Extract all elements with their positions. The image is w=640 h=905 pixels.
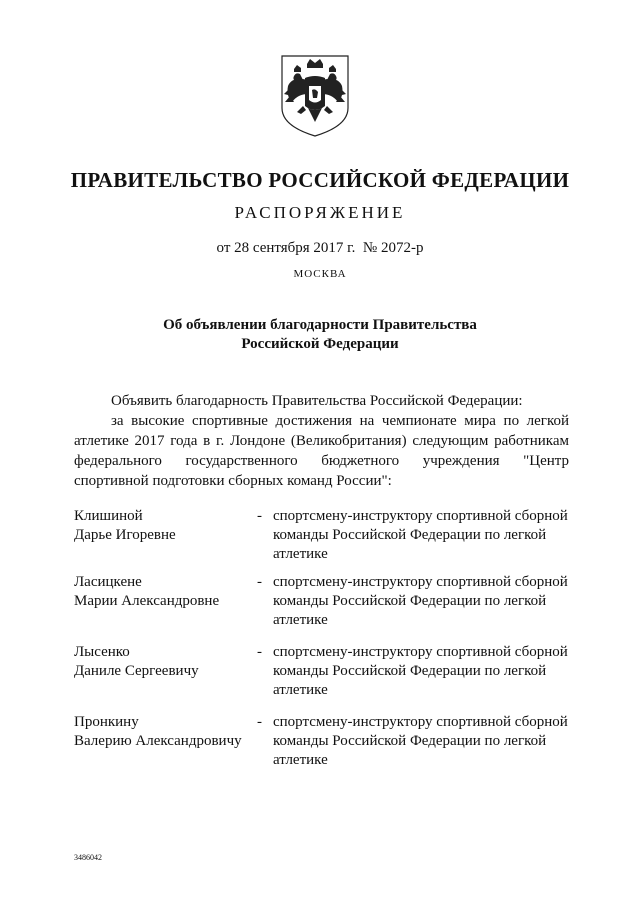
heading-line-2: Российской Федерации <box>241 336 399 352</box>
awardee-given-names: Даниле Сергеевичу <box>74 663 199 679</box>
paragraph-2-line-2: атлетике 2017 года в г. Лондоне (Великобритания) следующим работникам <box>74 433 569 449</box>
awardee-surname: Лысенко <box>74 644 130 660</box>
awardee-surname: Клишиной <box>74 508 143 524</box>
awardee-given-names: Марии Александровне <box>74 593 220 609</box>
role-line: команды Российской Федерации по легкой <box>273 527 547 543</box>
awardee-surname: Ласицкене <box>74 574 142 590</box>
awardee-role <box>273 643 573 700</box>
document-city: МОСКВА <box>293 268 347 280</box>
document-type: РАСПОРЯЖЕНИЕ <box>234 203 406 222</box>
awardee-dash: - <box>257 508 262 524</box>
awardee-surname: Пронкину <box>74 714 139 730</box>
awardee-name <box>74 643 264 681</box>
paragraph-2-line-1: за высокие спортивные достижения на чемпионате мира по легкой <box>111 413 569 429</box>
heading-line-1: Об объявлении благодарности Правительства <box>163 317 477 333</box>
role-line: атлетике <box>273 546 328 562</box>
document-number: 3486042 <box>74 853 102 862</box>
body-paragraph-1: Объявить благодарность Правительства Российской Федерации: <box>111 393 523 409</box>
awardee-given-names: Дарье Игоревне <box>74 527 176 543</box>
paragraph-2-line-3: федерального государственного бюджетного учреждения "Центр <box>74 453 569 469</box>
awardee-dash: - <box>257 714 262 730</box>
awardee-dash: - <box>257 644 262 660</box>
role-line: команды Российской Федерации по легкой <box>273 733 547 749</box>
awardee-given-names: Валерию Александровичу <box>74 733 242 749</box>
role-line: атлетике <box>273 682 328 698</box>
government-title: ПРАВИТЕЛЬСТВО РОССИЙСКОЙ ФЕДЕРАЦИИ <box>70 168 570 192</box>
awardee-name <box>74 713 264 751</box>
awardee-role <box>273 507 573 564</box>
awardee-name <box>74 573 264 611</box>
awardee-role <box>273 713 573 770</box>
role-line: спортсмену-инструктору спортивной сборной <box>273 508 568 524</box>
role-line: спортсмену-инструктору спортивной сборной <box>273 574 568 590</box>
role-line: команды Российской Федерации по легкой <box>273 593 547 609</box>
body-paragraph-2 <box>74 411 569 491</box>
role-line: атлетике <box>273 612 328 628</box>
awardee-name <box>74 507 264 545</box>
role-line: спортсмену-инструктору спортивной сборной <box>273 714 568 730</box>
awardee-role <box>273 573 573 630</box>
role-line: спортсмену-инструктору спортивной сборной <box>273 644 568 660</box>
paragraph-2-line-4: спортивной подготовки сборных команд России": <box>74 473 392 489</box>
document-heading <box>0 316 640 354</box>
awardee-dash: - <box>257 574 262 590</box>
russian-coat-of-arms-icon <box>270 50 360 140</box>
role-line: атлетике <box>273 752 328 768</box>
document-date-number: от 28 сентября 2017 г. № 2072-р <box>216 240 424 256</box>
role-line: команды Российской Федерации по легкой <box>273 663 547 679</box>
